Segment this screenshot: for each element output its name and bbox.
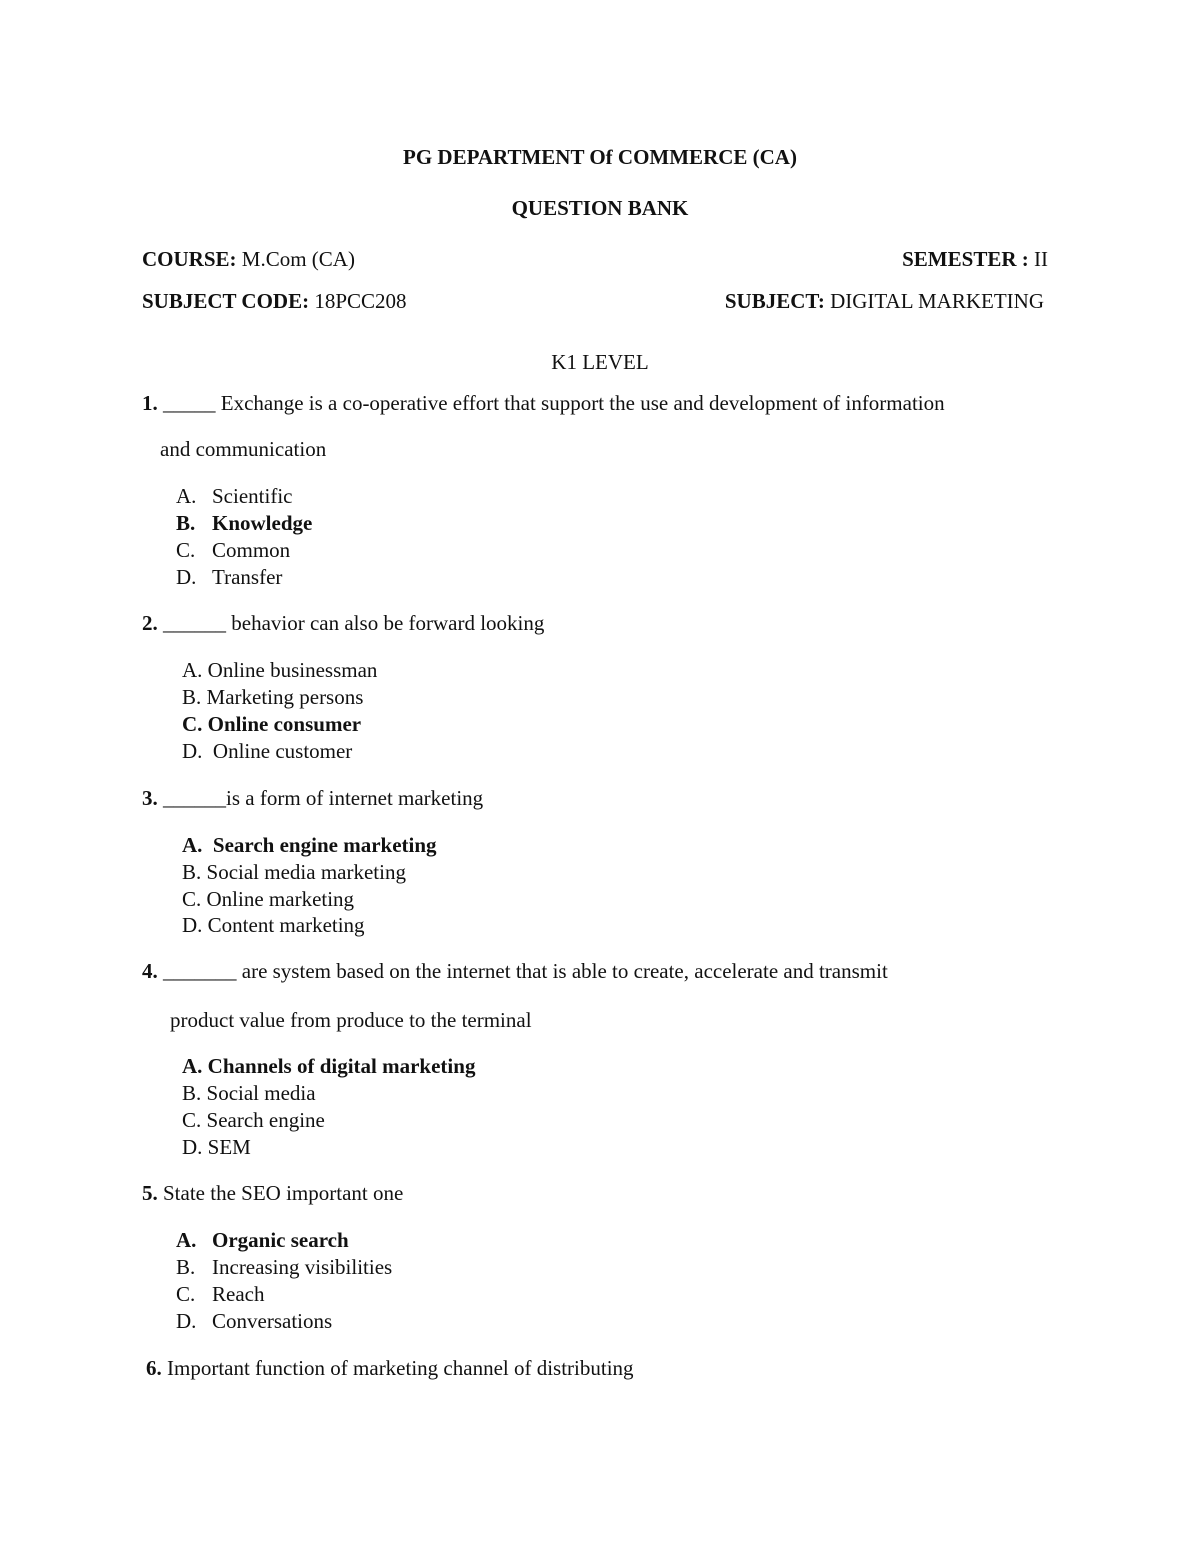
question-text: Important function of marketing channel of distributing bbox=[167, 1356, 634, 1380]
option-letter: A. bbox=[182, 658, 203, 682]
option-letter: D. bbox=[182, 739, 203, 763]
semester-label: SEMESTER : bbox=[902, 247, 1029, 271]
question-6 bbox=[146, 1356, 634, 1380]
semester-info bbox=[902, 247, 1048, 271]
option-2a bbox=[182, 658, 377, 682]
level-heading bbox=[0, 350, 1200, 374]
option-letter: B. bbox=[182, 860, 202, 884]
option-letter: C. bbox=[176, 538, 196, 562]
question-1-continuation: and communication bbox=[160, 437, 327, 461]
option-text: Knowledge bbox=[212, 511, 313, 535]
subject-code-value: 18PCC208 bbox=[314, 289, 407, 313]
option-4a-answer bbox=[182, 1054, 475, 1078]
option-letter: C. bbox=[182, 712, 203, 736]
option-letter: C. bbox=[176, 1282, 196, 1306]
option-text: SEM bbox=[207, 1135, 251, 1159]
option-text: Channels of digital marketing bbox=[207, 1054, 476, 1078]
question-3 bbox=[142, 786, 483, 810]
option-1c bbox=[176, 538, 290, 562]
course-label: COURSE: bbox=[142, 247, 237, 271]
option-text: Common bbox=[212, 538, 291, 562]
option-letter: B. bbox=[182, 685, 202, 709]
question-number: 4. bbox=[142, 959, 158, 983]
option-5b bbox=[176, 1255, 392, 1279]
option-text: Search engine marketing bbox=[212, 833, 437, 857]
department-title: PG DEPARTMENT Of COMMERCE (CA) bbox=[403, 145, 797, 169]
option-3c bbox=[182, 887, 354, 911]
question-text: State the SEO important one bbox=[163, 1181, 404, 1205]
option-letter: D. bbox=[182, 1135, 203, 1159]
option-letter: A. bbox=[176, 1228, 197, 1252]
subject-label: SUBJECT: bbox=[724, 289, 825, 313]
option-5c bbox=[176, 1282, 264, 1306]
course-value: M.Com (CA) bbox=[241, 247, 355, 271]
level-text: K1 LEVEL bbox=[551, 350, 649, 374]
option-letter: B. bbox=[176, 1255, 196, 1279]
option-3d bbox=[182, 913, 365, 937]
option-2b bbox=[182, 685, 363, 709]
option-2d bbox=[182, 739, 352, 763]
option-3a-answer bbox=[182, 833, 437, 857]
option-letter: C. bbox=[182, 1108, 202, 1132]
option-text: Organic search bbox=[212, 1228, 349, 1252]
option-text: Online consumer bbox=[207, 712, 362, 736]
option-letter: B. bbox=[182, 1081, 202, 1105]
option-1b-answer bbox=[176, 511, 312, 535]
option-5d bbox=[176, 1309, 332, 1333]
option-letter: A. bbox=[182, 1054, 203, 1078]
option-text: Online customer bbox=[212, 739, 353, 763]
document-title: QUESTION BANK bbox=[511, 196, 689, 220]
option-4d bbox=[182, 1135, 251, 1159]
question-number: 2. bbox=[142, 611, 158, 635]
subject-info bbox=[725, 289, 1044, 313]
question-5 bbox=[142, 1181, 403, 1205]
question-text: ______ behavior can also be forward looking bbox=[163, 611, 545, 635]
option-1d bbox=[176, 565, 282, 589]
option-letter: D. bbox=[176, 1309, 197, 1333]
course-info bbox=[142, 247, 355, 271]
option-text: Scientific bbox=[212, 484, 293, 508]
option-1a bbox=[176, 484, 292, 508]
question-text: _____ Exchange is a co-operative effort that support the use and development of information bbox=[163, 391, 945, 415]
option-text: Conversations bbox=[212, 1309, 333, 1333]
semester-value: II bbox=[1034, 247, 1048, 271]
option-4b bbox=[182, 1081, 316, 1105]
option-text: Social media marketing bbox=[206, 860, 406, 884]
option-text: Search engine bbox=[206, 1108, 325, 1132]
subject-value: DIGITAL MARKETING bbox=[830, 289, 1044, 313]
option-text: Online businessman bbox=[207, 658, 378, 682]
question-4-continuation: product value from produce to the terminal bbox=[170, 1008, 532, 1032]
option-5a-answer bbox=[176, 1228, 349, 1252]
option-text: Marketing persons bbox=[206, 685, 364, 709]
option-letter: D. bbox=[182, 913, 203, 937]
option-3b bbox=[182, 860, 406, 884]
question-number: 6. bbox=[146, 1356, 162, 1380]
option-text: Increasing visibilities bbox=[212, 1255, 393, 1279]
option-letter: D. bbox=[176, 565, 197, 589]
option-4c bbox=[182, 1108, 325, 1132]
question-1 bbox=[142, 391, 945, 415]
question-2 bbox=[142, 611, 544, 635]
question-4 bbox=[142, 959, 888, 983]
option-2c-answer bbox=[182, 712, 361, 736]
subject-code-label: SUBJECT CODE: bbox=[142, 289, 310, 313]
question-number: 3. bbox=[142, 786, 158, 810]
option-text: Transfer bbox=[212, 565, 283, 589]
question-text: _______ are system based on the internet that is able to create, accelerate and transmit bbox=[163, 959, 888, 983]
question-text: ______is a form of internet marketing bbox=[163, 786, 484, 810]
subject-code-info bbox=[142, 289, 407, 313]
option-letter: C. bbox=[182, 887, 202, 911]
question-number: 1. bbox=[142, 391, 158, 415]
option-letter: B. bbox=[176, 511, 196, 535]
option-letter: A. bbox=[176, 484, 197, 508]
option-text: Social media bbox=[206, 1081, 316, 1105]
option-text: Content marketing bbox=[207, 913, 365, 937]
option-text: Online marketing bbox=[206, 887, 355, 911]
option-letter: A. bbox=[182, 833, 203, 857]
option-text: Reach bbox=[212, 1282, 265, 1306]
question-number: 5. bbox=[142, 1181, 158, 1205]
